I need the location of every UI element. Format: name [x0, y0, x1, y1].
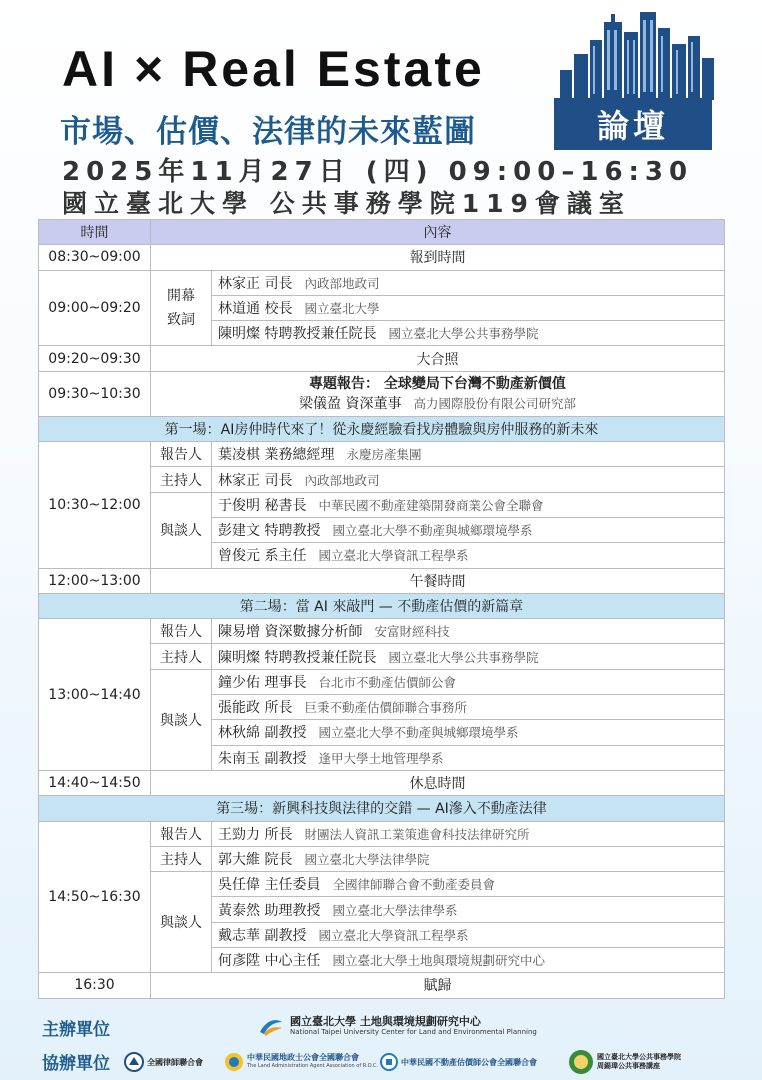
agenda-item: 午餐時間 — [151, 568, 725, 593]
speaker-name: 于俊明 秘書長 — [218, 497, 307, 514]
speaker-org: 全國律師聯合會不動產委員會 — [332, 877, 495, 893]
speaker-org: 國立臺北大學不動產與城鄉環境學系 — [332, 523, 533, 539]
time-cell: 14:40~14:50 — [39, 770, 151, 795]
speaker-name: 陳明燦 特聘教授兼任院長 — [218, 649, 377, 666]
speaker-name: 葉凌棋 業務總經理 — [218, 447, 335, 464]
table-header-row — [39, 220, 725, 245]
speaker-cell — [212, 467, 725, 492]
speaker-name: 鐘少佑 理事長 — [218, 674, 307, 691]
speaker-cell — [212, 321, 725, 346]
agenda-item: 報到時間 — [151, 245, 725, 270]
speaker-name: 黃泰然 助理教授 — [218, 902, 321, 919]
time-cell: 09:30~10:30 — [39, 371, 151, 416]
speaker-cell — [212, 872, 725, 897]
role-cell: 與談人 — [151, 492, 212, 568]
time-cell: 09:00~09:20 — [39, 270, 151, 346]
speaker-cell — [212, 745, 725, 770]
table-row — [39, 568, 725, 593]
speaker-org: 高力國際股份有限公司研究部 — [413, 395, 576, 411]
co-organizer-name-2: 周錫瑋公共事務講座 — [597, 1062, 660, 1070]
time-cell: 08:30~09:00 — [39, 245, 151, 270]
public-affairs-college-icon — [568, 1049, 594, 1075]
speaker-cell — [212, 644, 725, 669]
event-date: 2025年11月27日 (四) 09:00–16:30 — [62, 157, 694, 187]
table-row — [39, 371, 725, 416]
speaker-cell — [212, 270, 725, 295]
speaker-name: 張能政 所長 — [218, 700, 293, 717]
speaker-cell — [212, 295, 725, 320]
time-cell: 14:50~16:30 — [39, 821, 151, 973]
session-title-row — [39, 796, 725, 821]
speaker-name: 郭大維 院長 — [218, 851, 293, 868]
speaker-cell — [212, 669, 725, 694]
organizer-label: 主辦單位 — [42, 1020, 110, 1040]
time-cell: 16:30 — [39, 973, 151, 998]
col-header-time: 時間 — [39, 220, 151, 245]
speaker-name: 戴志華 副教授 — [218, 927, 307, 944]
city-skyline-icon — [556, 10, 714, 100]
speaker-cell — [212, 922, 725, 947]
speaker-name: 朱南玉 副教授 — [218, 750, 307, 767]
main-title: AI × Real Estate — [62, 41, 485, 97]
speaker-name: 陳明燦 特聘教授兼任院長 — [218, 326, 377, 343]
speaker-name: 彭建文 特聘教授 — [218, 523, 321, 540]
speaker-name: 林秋綿 副教授 — [218, 725, 307, 742]
speaker-org: 國立臺北大學土地與環境規劃研究中心 — [332, 953, 545, 969]
speaker-cell — [212, 846, 725, 871]
table-row — [39, 821, 725, 846]
role-cell: 主持人 — [151, 644, 212, 669]
speaker-org: 國立臺北大學法律學院 — [304, 851, 430, 867]
speaker-cell — [212, 720, 725, 745]
speaker-org: 國立臺北大學資訊工程學系 — [318, 548, 469, 564]
speaker-org: 內政部地政司 — [304, 275, 380, 291]
speaker-org: 永慶房產集團 — [346, 447, 422, 463]
keynote-cell — [151, 371, 725, 416]
session-title: 第二場：當 AI 來敲門 — 不動產估價的新篇章 — [39, 593, 725, 618]
col-header-content: 內容 — [151, 220, 725, 245]
session-title-row — [39, 593, 725, 618]
speaker-org: 國立臺北大學公共事務學院 — [388, 326, 539, 342]
speaker-name: 梁儀盈 資深董事 — [299, 395, 402, 412]
schedule-table — [38, 219, 725, 999]
subtitle: 市場、估價、法律的未來藍圖 — [60, 114, 476, 150]
ntpu-logo-icon — [258, 1016, 284, 1038]
speaker-cell — [212, 492, 725, 517]
role-cell: 報告人 — [151, 619, 212, 644]
role-cell: 報告人 — [151, 821, 212, 846]
speaker-org: 財團法人資訊工業策進會科技法律研究所 — [304, 826, 530, 842]
speaker-name: 林家正 司長 — [218, 472, 293, 489]
time-cell: 09:20~09:30 — [39, 346, 151, 371]
role-cell: 主持人 — [151, 467, 212, 492]
speaker-org: 國立臺北大學公共事務學院 — [388, 649, 539, 665]
speaker-name: 林道通 校長 — [218, 301, 293, 318]
host-name: 國立臺北大學 土地與環境規劃研究中心 — [290, 1015, 481, 1028]
table-row — [39, 973, 725, 998]
host-name-en: National Taipei University Center for Land and Environmental Planning — [290, 1028, 537, 1036]
lawyers-association-icon — [124, 1052, 144, 1072]
speaker-org: 安富財經科技 — [374, 624, 450, 640]
speaker-cell — [212, 821, 725, 846]
speaker-name: 何彥陞 中心主任 — [218, 953, 321, 970]
agenda-item: 賦歸 — [151, 973, 725, 998]
speaker-org: 台北市不動產估價師公會 — [318, 674, 456, 690]
table-row — [39, 346, 725, 371]
co-organizer — [124, 1049, 203, 1075]
role-cell: 與談人 — [151, 872, 212, 973]
speaker-name: 吳任偉 主任委員 — [218, 877, 321, 894]
speaker-cell — [212, 442, 725, 467]
host-logo — [258, 1013, 537, 1041]
speaker-cell — [212, 543, 725, 568]
time-cell: 10:30~12:00 — [39, 442, 151, 568]
speaker-org: 國立臺北大學 — [304, 301, 380, 317]
table-row — [39, 619, 725, 644]
speaker-name: 曾俊元 系主任 — [218, 548, 307, 565]
co-organizer-name: 國立臺北大學公共事務學院 — [597, 1053, 681, 1061]
session-title-row — [39, 416, 725, 441]
land-agent-association-icon — [224, 1052, 244, 1072]
keynote-title: 專題報告： 全球變局下台灣不動產新價值 — [309, 375, 566, 392]
speaker-name: 王勁力 所長 — [218, 826, 293, 843]
time-cell: 13:00~14:40 — [39, 619, 151, 771]
event-venue: 國立臺北大學 公共事務學院119會議室 — [62, 189, 631, 218]
speaker-org: 中華民國不動產建築開發商業公會全聯會 — [318, 497, 544, 513]
co-organizer-name: 中華民國地政士公會全國聯合會 — [247, 1053, 359, 1062]
co-organizer — [380, 1049, 537, 1075]
role-cell: 主持人 — [151, 846, 212, 871]
speaker-cell — [212, 517, 725, 542]
speaker-cell — [212, 619, 725, 644]
speaker-org: 巨秉不動產估價師聯合事務所 — [304, 700, 467, 716]
co-organizer — [224, 1049, 378, 1075]
role-cell: 與談人 — [151, 669, 212, 770]
agenda-item: 休息時間 — [151, 770, 725, 795]
speaker-name: 陳易增 資深數據分析師 — [218, 624, 363, 641]
table-row — [39, 245, 725, 270]
speaker-org: 國立臺北大學不動產與城鄉環境學系 — [318, 725, 519, 741]
session-title: 第一場：AI房仲時代來了！從永慶經驗看找房體驗與房仲服務的新未來 — [39, 416, 725, 441]
table-row — [39, 270, 725, 295]
table-row — [39, 770, 725, 795]
session-title: 第三場：新興科技與法律的交錯 — AI滲入不動產法律 — [39, 796, 725, 821]
speaker-org: 國立臺北大學法律學系 — [332, 902, 458, 918]
forum-badge: 論壇 — [554, 98, 712, 150]
speaker-org: 逢甲大學土地管理學系 — [318, 750, 444, 766]
speaker-org: 國立臺北大學資訊工程學系 — [318, 927, 469, 943]
role-cell: 報告人 — [151, 442, 212, 467]
speaker-name: 林家正 司長 — [218, 275, 293, 292]
co-organizer-label: 協辦單位 — [42, 1054, 110, 1074]
co-organizer-name-en: The Land Administration Agent Association of R.O.C. — [247, 1063, 378, 1069]
poster-header — [0, 0, 762, 218]
appraisers-association-icon — [380, 1053, 398, 1071]
keynote-speaker — [157, 394, 718, 414]
time-cell: 12:00~13:00 — [39, 568, 151, 593]
co-organizer-name: 中華民國不動產估價師公會全國聯合會 — [401, 1057, 537, 1067]
co-organizer — [568, 1049, 681, 1075]
footer — [0, 1005, 762, 1080]
speaker-cell — [212, 695, 725, 720]
speaker-cell — [212, 897, 725, 922]
co-organizer-name: 全國律師聯合會 — [147, 1057, 203, 1067]
table-row — [39, 442, 725, 467]
agenda-item: 大合照 — [151, 346, 725, 371]
speaker-org: 內政部地政司 — [304, 472, 380, 488]
speaker-cell — [212, 948, 725, 973]
role-cell: 開幕致詞 — [151, 270, 212, 346]
